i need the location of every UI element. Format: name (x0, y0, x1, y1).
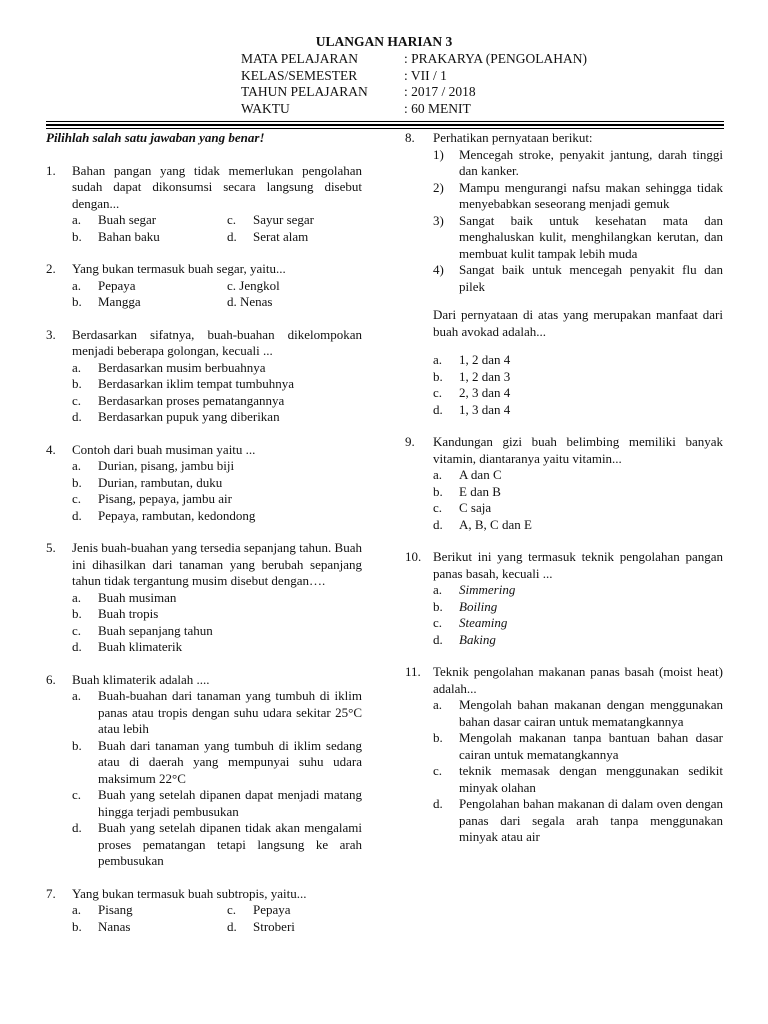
question-text: Perhatikan pernyataan berikut: (433, 130, 593, 145)
question-number: 2. (46, 261, 56, 276)
exam-meta (241, 51, 587, 117)
option-a[interactable]: a. Buah segar (72, 212, 157, 227)
option-a[interactable]: a. Pisang (72, 902, 133, 917)
meta-row-time (241, 101, 587, 118)
option-b[interactable]: b. Berdasarkan iklim tempat tumbuhnya (72, 376, 295, 391)
option-d[interactable]: d. Stroberi (227, 918, 295, 934)
statement-2: 2) Mampu mengurangi nafsu makan sehingga tidak menyebabkan seseorang menjadi gemuk (433, 179, 723, 211)
question-text: Contoh dari buah musiman yaitu ... (72, 441, 256, 457)
options (433, 582, 723, 648)
option-a[interactable]: a. 1, 2 dan 4 (433, 352, 511, 367)
question-10 (405, 549, 723, 648)
right-column (405, 130, 723, 862)
statements (433, 147, 723, 296)
question-text: Teknik pengolahan makanan panas basah (moist heat) adalah... (433, 664, 723, 696)
statement-4: 4) Sangat baik untuk mencegah penyakit flu dan pilek (433, 262, 723, 294)
option-d[interactable]: d. A, B, C dan E (433, 516, 532, 532)
option-c[interactable]: c. Pisang, pepaya, jambu air (72, 491, 232, 506)
question-number: 11. (405, 664, 421, 679)
options (72, 590, 362, 656)
question-number: 5. (46, 540, 56, 555)
question-6 (46, 672, 362, 870)
question-text: Yang bukan termasuk buah segar, yaitu... (72, 261, 286, 276)
meta-value: : 60 MENIT (404, 100, 471, 116)
question-3 (46, 327, 362, 426)
option-d[interactable]: d. Pengolahan bahan makanan di dalam oven dengan panas dari segala arah tanpa menggunakan minyak atau air (433, 796, 723, 844)
header-divider-top (46, 121, 724, 122)
option-c[interactable]: c. Buah yang setelah dipanen dapat menjadi matang hingga terjadi pembusukan (72, 787, 362, 819)
meta-row-year (241, 84, 587, 101)
options (72, 278, 362, 311)
question-number: 4. (46, 441, 56, 457)
statement-1: 1) Mencegah stroke, penyakit jantung, darah tinggi dan kanker. (433, 146, 723, 178)
option-a[interactable]: a. Berdasarkan musim berbuahnya (72, 359, 266, 375)
meta-key: TAHUN PELAJARAN (241, 84, 368, 99)
question-text: Berikut ini yang termasuk teknik pengolahan pangan panas basah, kecuali ... (433, 549, 723, 581)
question-number: 9. (405, 434, 415, 449)
option-a[interactable]: a. Simmering (433, 582, 516, 597)
options (433, 697, 723, 846)
question-4 (46, 442, 362, 525)
option-b[interactable]: b. Buah dari tanaman yang tumbuh di iklim sedang atau di daerah yang mempunyai suhu udara maksimum 22°C (72, 737, 362, 786)
option-c[interactable]: c. Buah sepanjang tahun (72, 622, 213, 638)
instruction: Pilihlah salah satu jawaban yang benar! (46, 130, 265, 145)
option-c[interactable]: c. teknik memasak dengan menggunakan sedikit minyak olahan (433, 763, 723, 795)
statement-3: 3) Sangat baik untuk kesehatan mata dan menghaluskan kulit, menghilangkan kerutan, dan membuat kulit tampak lebih muda (433, 212, 723, 261)
meta-key: MATA PELAJARAN (241, 51, 359, 66)
option-c[interactable]: c. 2, 3 dan 4 (433, 385, 511, 400)
options (72, 360, 362, 426)
options (433, 467, 723, 533)
option-a[interactable]: a. Buah-buahan dari tanaman yang tumbuh di iklim panas atau tropis dengan suhu udara sekitar 25°C atau lebih (72, 688, 362, 736)
meta-key: WAKTU (241, 100, 290, 116)
question-1 (46, 163, 362, 246)
question-number: 3. (46, 326, 56, 342)
options (72, 688, 362, 870)
option-c[interactable]: c. C saja (433, 500, 492, 515)
option-c[interactable]: c. Steaming (433, 615, 508, 630)
question-8 (405, 130, 723, 418)
option-d[interactable]: d. Buah klimaterik (72, 639, 183, 654)
question-number: 10. (405, 549, 422, 564)
option-d[interactable]: d. Berdasarkan pupuk yang diberikan (72, 409, 280, 424)
question-prompt: Dari pernyataan di atas yang merupakan manfaat dari buah avokad adalah... (433, 307, 723, 339)
question-2 (46, 261, 362, 311)
option-a[interactable]: a. A dan C (433, 467, 502, 482)
option-a[interactable]: a. Durian, pisang, jambu biji (72, 458, 235, 473)
question-number: 7. (46, 885, 56, 901)
options (72, 212, 362, 245)
option-c[interactable]: c. Berdasarkan proses pematangannya (72, 392, 285, 408)
question-text: Buah klimaterik adalah .... (72, 671, 210, 687)
option-d[interactable]: d. Baking (433, 631, 496, 647)
meta-value: : 2017 / 2018 (404, 84, 476, 99)
option-b[interactable]: b. 1, 2 dan 3 (433, 368, 511, 384)
option-d[interactable]: d. Serat alam (227, 228, 309, 244)
option-b[interactable]: b. E dan B (433, 483, 501, 499)
question-text: Kandungan gizi buah belimbing memiliki banyak vitamin, diantaranya yaitu vitamin... (433, 434, 723, 466)
option-b[interactable]: b. Buah tropis (72, 606, 159, 621)
option-b[interactable]: b. Mangga (72, 294, 141, 309)
left-column (46, 130, 362, 951)
question-text: Bahan pangan yang tidak memerlukan pengolahan sudah dapat dikonsumsi secara langsung disebut dengan... (72, 162, 362, 211)
option-c[interactable]: c. Jengkol (227, 277, 280, 293)
header-divider-thick (46, 124, 724, 126)
option-d[interactable]: d. Nenas (227, 294, 273, 309)
options (72, 902, 362, 935)
option-d[interactable]: d. 1, 3 dan 4 (433, 401, 511, 417)
option-c[interactable]: c. Sayur segar (227, 212, 315, 227)
question-number: 1. (46, 162, 56, 178)
header-divider-bottom (46, 128, 724, 129)
meta-row-subject (241, 51, 587, 68)
question-number: 8. (405, 130, 415, 145)
option-a[interactable]: a. Buah musiman (72, 589, 177, 605)
question-7 (46, 886, 362, 936)
question-text: Jenis buah-buahan yang tersedia sepanjang tahun. Buah ini dihasilkan dari tanaman yang berubah sepanjang tahun tidak tergantung musim disebut dengan…. (72, 540, 362, 588)
option-b[interactable]: b. Nanas (72, 918, 131, 934)
options (433, 352, 723, 418)
question-text: Yang bukan termasuk buah subtropis, yaitu... (72, 885, 307, 901)
option-d[interactable]: d. Pepaya, rambutan, kedondong (72, 507, 256, 523)
option-d[interactable]: d. Buah yang setelah dipanen tidak akan mengalami proses pematangan tetapi langsung ke arah pembusukan (72, 820, 362, 868)
option-b[interactable]: b. Durian, rambutan, duku (72, 474, 223, 490)
option-a[interactable]: a. Mengolah bahan makanan dengan menggunakan bahan dasar cairan untuk mematangkannya (433, 697, 723, 729)
meta-value: : PRAKARYA (PENGOLAHAN) (404, 51, 588, 66)
question-9 (405, 434, 723, 533)
option-c[interactable]: c. Pepaya (227, 902, 291, 917)
question-11 (405, 664, 723, 846)
meta-row-class (241, 68, 587, 85)
option-b[interactable]: b. Mengolah makanan tanpa bantuan bahan dasar cairan untuk mematangkannya (433, 730, 723, 762)
option-b[interactable]: b. Boiling (433, 598, 498, 614)
question-5 (46, 540, 362, 656)
page-title: ULANGAN HARIAN 3 (315, 34, 453, 49)
meta-value: : VII / 1 (404, 67, 447, 83)
option-b[interactable]: b. Bahan baku (72, 228, 160, 244)
options (72, 458, 362, 524)
meta-key: KELAS/SEMESTER (241, 67, 358, 83)
question-text: Berdasarkan sifatnya, buah-buahan dikelompokan menjadi beberapa golongan, kecuali ... (72, 326, 362, 358)
option-a[interactable]: a. Pepaya (72, 277, 136, 293)
question-number: 6. (46, 671, 56, 687)
